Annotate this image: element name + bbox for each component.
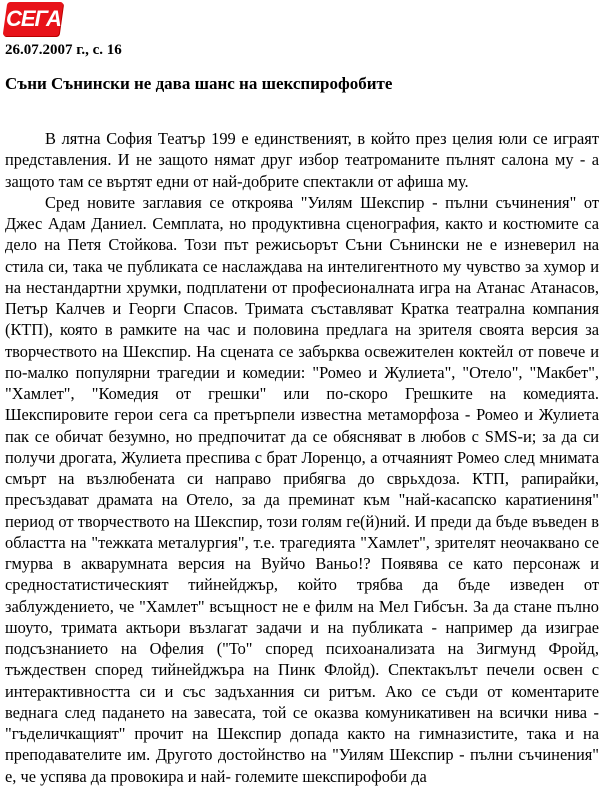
paragraph-2: Сред новите заглавия се откроява "Уилям Шекспир - пълни съчинения" от Джес Адам Даниел. Семплата, но продуктивна сценография, както и костюмите са дело на Петя Стойкова. Този път режисьорът Съни Сънински не е изневерил на стила си, така че публиката се наслаждава на интелигентното му чувство за хумор и на нестандартни хрумки, подплатени от професионалната игра на Атанас Атанасов, Петър Калчев и Георги Спасов. Тримата съставляват Кратка театрална компания (КТП), която в рамките на час и половина предлага на зрителя своята версия за творчеството на Шекспир. На сцената се забърква освежителен коктейл от повече и по-малко популярни трагедии и комедии: "Ромео и Жулиета", "Отело", "Макбет", "Хамлет", "Комедия от грешки" или по-скоро Грешките на комедията. Шекспировите герои сега са претърпели известна метаморфоза - Ромео и Жулиета пак се обичат безумно, но предпочитат да се обясняват в любов с SMS-и; за да си получи дрогата, Жулиета преспива с брат Лоренцо, а отчаяният Ромео след мнимата смърт на възлюбената си направо прибягва до сврьхдоза. КТП, рапирайки, пресъздават драмата на Отело, за да преминат към "най-касапско каратиениня" период от творчеството на Шекспир, този голям ге(й)ний. И преди да бъде въведен в областта на "тежката металургия", т.е. трагедията "Хамлет", зрителят неочаквано се гмурва в акварумната версия на Вуйчо Ваньо!? Появява се като персонаж и средностатистическият тийнейджър, който трябва да бъде изведен от заблуждението, че "Хамлет" всъщност не е филм на Мел Гибсън. За да стане пълно шоуто, тримата актьори възлагат задачи и на публиката - например да изиграе подсъзнанието на Офелия ("То" според психоанализата на Зигмунд Фройд, тъждествен според тийнейджъра на Пинк Флойд). Спектакълът печели освен с интерактивността си и със задъханния си ритъм. Ако се съди от коментарите веднага след падането на завесата, той се оказва комуникативен на всички нива - "гъделичкащият" прочит на Шекспир допада както на гимназистите, така и на преподавателите им. Другото достойнство на "Уилям Шекспир - пълни съчинения" е, че успява да провокира и най- големите шекспирофоби да xyxy=(5,192,599,786)
newspaper-logo xyxy=(3,2,64,36)
logo-text: СЕГА xyxy=(5,6,61,31)
dateline: 26.07.2007 г., с. 16 xyxy=(5,42,122,58)
article-headline: Съни Сънински не дава шанс на шекспирофобите xyxy=(5,74,393,93)
article-body xyxy=(5,128,599,800)
paragraph-1: В лятна София Театър 199 е единственият, в който през целия юли се играят представления. И не защото нямат друг избор театроманите пълнят салона му - а защото там се въртят едни от най-добрите спектакли от афиша му. xyxy=(5,129,599,191)
